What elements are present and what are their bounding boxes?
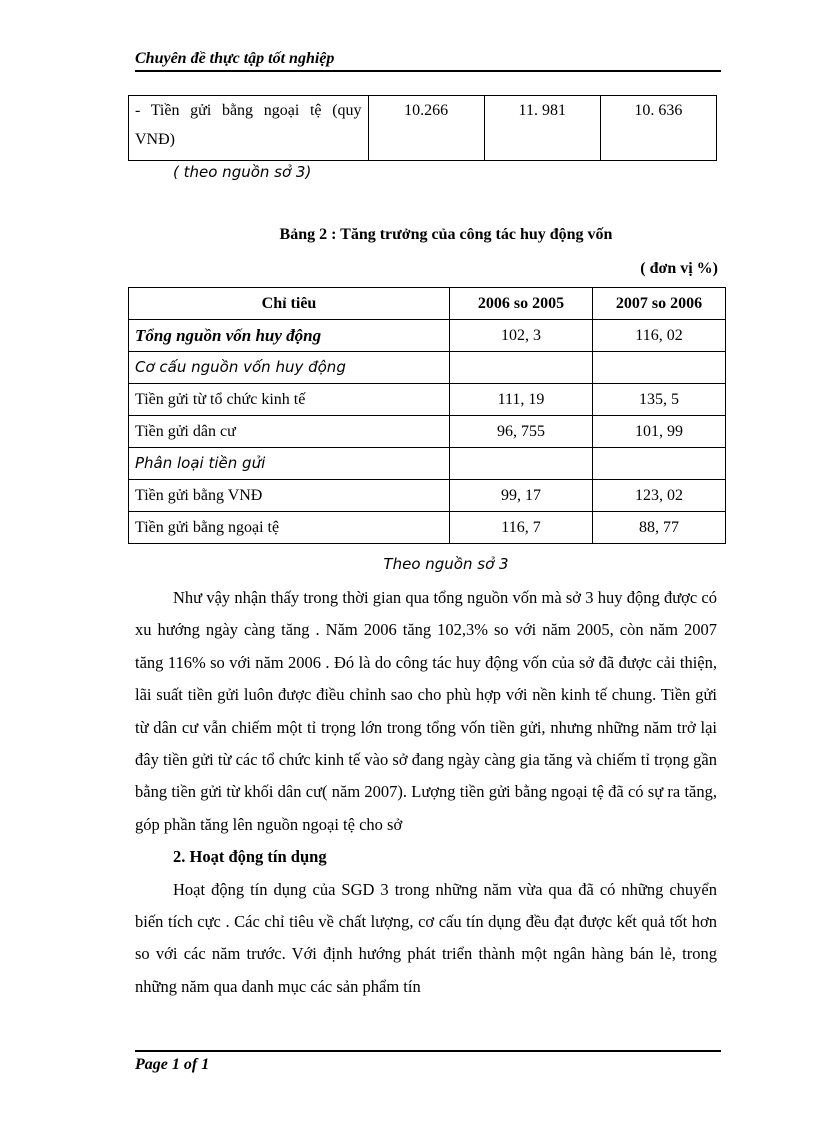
table-2-unit: ( đơn vị %) (640, 260, 718, 277)
row-label: Tiền gửi từ tổ chức kinh tế (129, 384, 450, 416)
table-row (129, 416, 726, 448)
header-2006-vs-2005: 2006 so 2005 (450, 288, 593, 320)
table-row (129, 320, 726, 352)
row-label: Phân loại tiền gửi (129, 448, 450, 480)
row-value-2: 123, 02 (593, 480, 726, 512)
paragraph: Hoạt động tín dụng của SGD 3 trong những năm vừa qua đã có những chuyển biến tích cực . Các chỉ tiêu về chất lượng, cơ cấu tín dụng đều đạt được kết quả tốt hơn so với các năm trước. Với định hướng phát triển thành một ngân hàng bán lẻ, trong những năm qua danh mục các sản phẩm tín (135, 879, 717, 996)
row-value-1: 111, 19 (450, 384, 593, 416)
header-2007-vs-2006: 2007 so 2006 (593, 288, 726, 320)
page-footer: Page 1 of 1 (135, 1056, 210, 1073)
table-2 (128, 287, 726, 544)
value-2006: 11. 981 (484, 96, 600, 161)
row-label: Tiền gửi bằng ngoại tệ (129, 512, 450, 544)
row-value-2: 116, 02 (593, 320, 726, 352)
value-2007: 10. 636 (600, 96, 716, 161)
row-label: Tiền gửi dân cư (129, 416, 450, 448)
row-value-1: 102, 3 (450, 320, 593, 352)
row-value-2: 135, 5 (593, 384, 726, 416)
paragraph: Như vậy nhận thấy trong thời gian qua tổng nguồn vốn mà sở 3 huy động được có xu hướng ngày càng tăng . Năm 2006 tăng 102,3% so với năm 2005, còn năm 2007 tăng 116% so với năm 2006 . Đó là do công tác huy động vốn của sở đã được cải thiện, lãi suất tiền gửi luôn được điều chỉnh sao cho phù hợp với nền kinh tế chung. Tiền gửi từ dân cư vẫn chiếm một tỉ trọng lớn trong tổng vốn tiền gửi, nhưng những năm trở lại đây tiền gửi từ các tổ chức kinh tế vào sở đang ngày càng gia tăng và chiếm tỉ trọng gần bằng tiền gửi từ khối dân cư( năm 2007). Lượng tiền gửi bằng ngoại tệ đã có sự ra tăng, góp phần tăng lên nguồn ngoại tệ cho sở (135, 588, 717, 834)
table-header-row (129, 288, 726, 320)
row-label: Tổng nguồn vốn huy động (129, 320, 450, 352)
row-value-1 (450, 448, 593, 480)
row-value-1: 99, 17 (450, 480, 593, 512)
row-value-1 (450, 352, 593, 384)
table-row (129, 352, 726, 384)
header-rule (135, 70, 721, 72)
table-1-continuation (128, 95, 717, 161)
header-indicator: Chỉ tiêu (129, 288, 450, 320)
page-header: Chuyên đề thực tập tốt nghiệp (135, 50, 335, 67)
row-value-1: 116, 7 (450, 512, 593, 544)
source-text: Theo nguồn sở 3 (383, 555, 509, 573)
row-label: Cơ cấu nguồn vốn huy động (129, 352, 450, 384)
table-row (129, 384, 726, 416)
row-value-1: 96, 755 (450, 416, 593, 448)
value-2005: 10.266 (368, 96, 484, 161)
row-label: Tiền gửi bằng VNĐ (129, 480, 450, 512)
row-value-2: 101, 99 (593, 416, 726, 448)
body-text (135, 582, 717, 1003)
table-row (129, 480, 726, 512)
footer-rule (135, 1050, 721, 1052)
table-2-caption (0, 226, 816, 244)
table-1-source: ( theo nguồn sở 3) (173, 163, 312, 181)
table-row (129, 448, 726, 480)
caption-text: Bảng 2 : Tăng trưởng của công tác huy động vốn (279, 226, 613, 243)
row-value-2: 88, 77 (593, 512, 726, 544)
table-2-source (0, 555, 816, 573)
section-heading: 2. Hoạt động tín dụng (173, 847, 327, 867)
table-row (129, 512, 726, 544)
row-label: - Tiền gửi bằng ngoại tệ (quy VNĐ) (129, 96, 369, 161)
row-value-2 (593, 448, 726, 480)
table-row (129, 96, 717, 161)
row-value-2 (593, 352, 726, 384)
